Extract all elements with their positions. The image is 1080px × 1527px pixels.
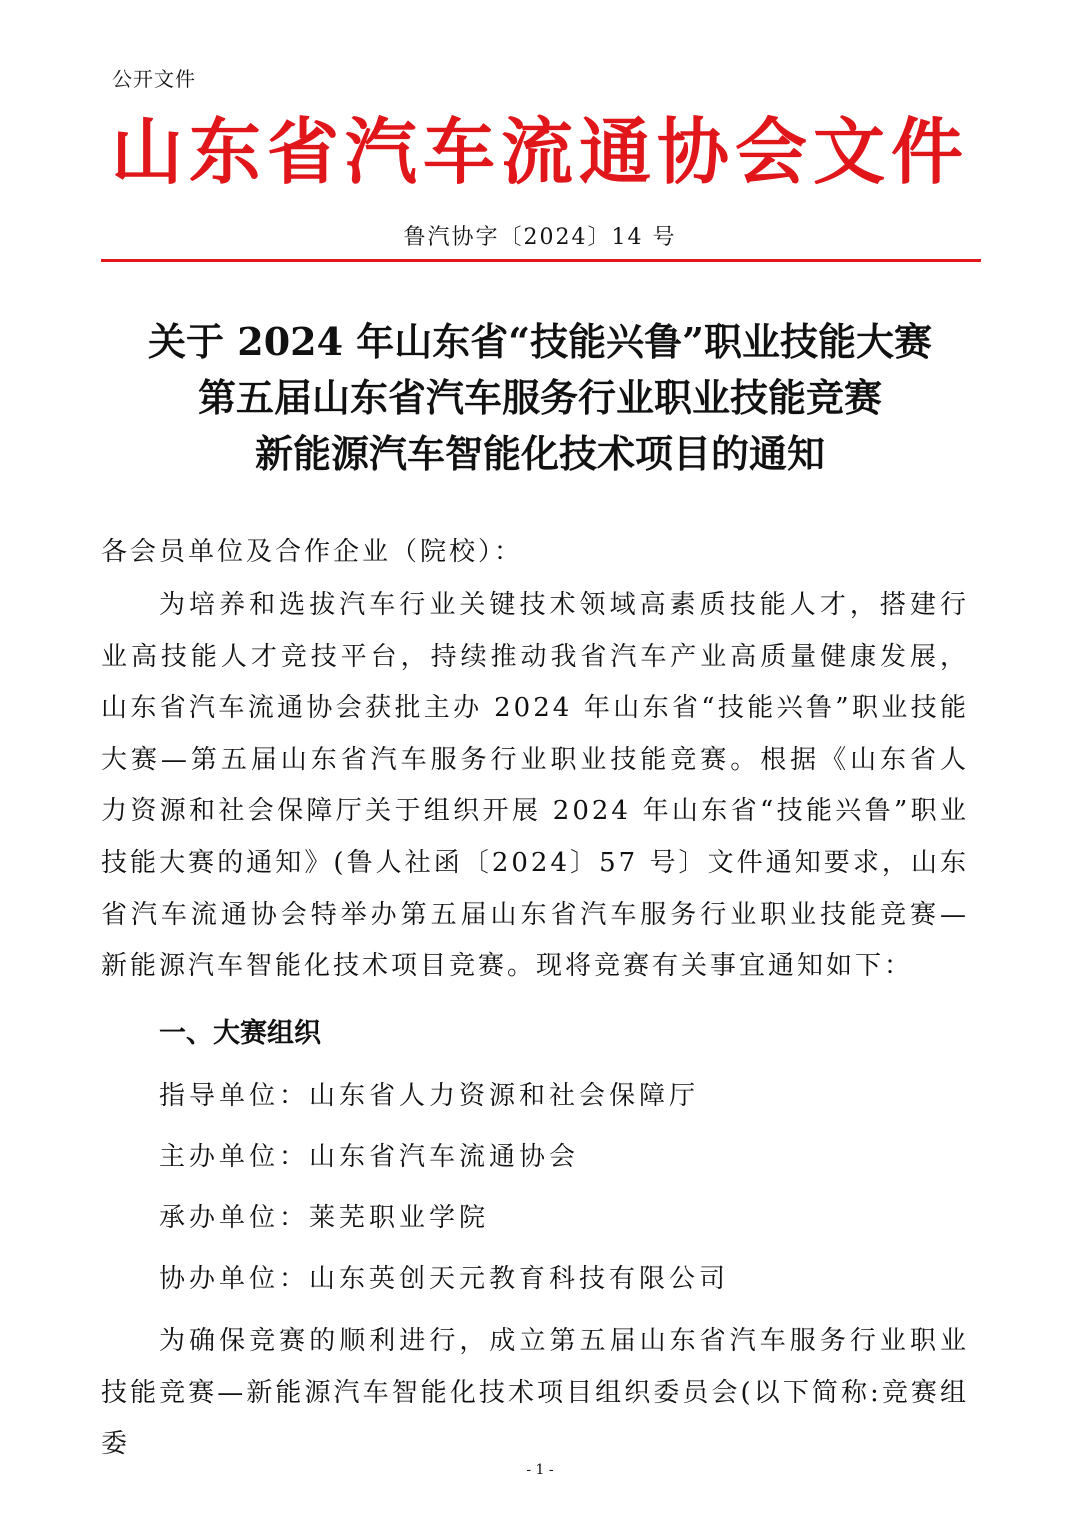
org-line-co-organizer: 协办单位：山东英创天元教育科技有限公司 xyxy=(159,1264,730,1294)
committee-paragraph: 为确保竞赛的顺利进行，成立第五届山东省汽车服务行业职业技能竞赛—新能源汽车智能化技术项目组织委员会(以下简称:竞赛组委 xyxy=(101,1326,969,1460)
org-line-host: 主办单位：山东省汽车流通协会 xyxy=(159,1142,580,1172)
intro-paragraph: 为培养和选拔汽车行业关键技术领域高素质技能人才，搭建行业高技能人才竞技平台，持续推动我省汽车产业高质量健康发展，山东省汽车流通协会获批主办 2024 年山东省“技能兴鲁”职业技能大赛—第五届山东省汽车服务行业职业技能竞赛。根据《山东省人力资源和社会保障厅关于组织开展 2024 年山东省“技能兴鲁”职业技能大赛的通知》(鲁人社函〔2024〕57 号〕文件通知要求，山东省汽车流通协会特举办第五届山东省汽车服务行业职业技能竞赛—新能源汽车智能化技术项目竞赛。现将竞赛有关事宜通知如下： xyxy=(101,590,969,982)
org-line-guidance: 指导单位：山东省人力资源和社会保障厅 xyxy=(159,1081,700,1111)
org-line-organizer: 承办单位：莱芜职业学院 xyxy=(159,1203,490,1233)
document-number: 鲁汽协字〔2024〕14 号 xyxy=(403,225,677,250)
notice-title-line-2: 第五届山东省汽车服务行业职业技能竞赛 xyxy=(197,375,882,420)
notice-title-line-3: 新能源汽车智能化技术项目的通知 xyxy=(254,431,825,476)
red-divider-line xyxy=(101,259,981,262)
salutation: 各会员单位及合作企业（院校）： xyxy=(101,537,524,567)
issuer-header-title: 山东省汽车流通协会文件 xyxy=(110,110,969,194)
public-document-tag: 公开文件 xyxy=(112,67,196,91)
page-number: - 1 - xyxy=(526,1462,554,1478)
notice-title-line-1: 关于 2024 年山东省“技能兴鲁”职业技能大赛 xyxy=(148,319,932,364)
section-heading-organization: 一、大赛组织 xyxy=(159,1018,321,1049)
notice-title xyxy=(100,314,980,482)
